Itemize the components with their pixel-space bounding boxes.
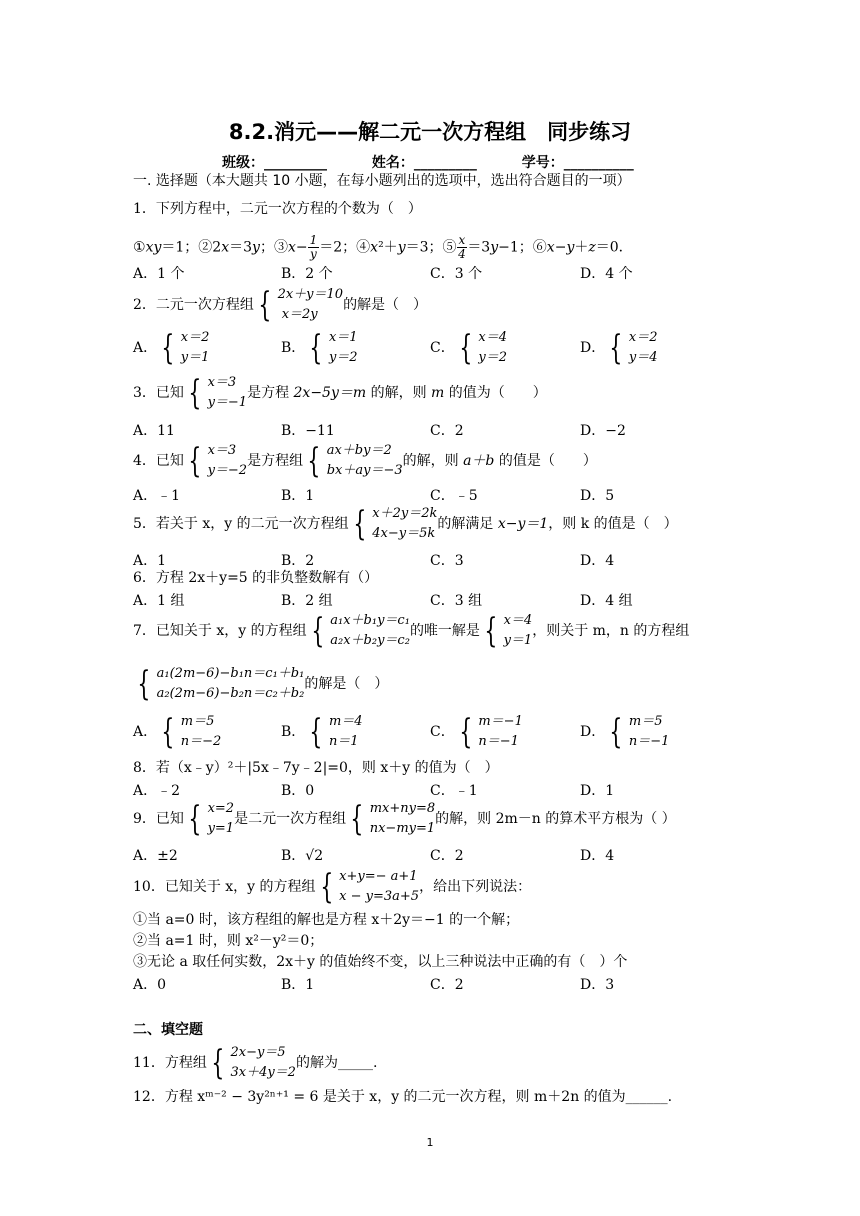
q8-option-c: C．﹣1 xyxy=(430,783,478,799)
q3-stem: 3．已知 { x＝3 y＝−1 是方程 2x−5y＝m 的解，则 m 的值为（ ） xyxy=(133,373,547,413)
q8-stem: 8．若（x﹣y）²＋|5x﹣7y﹣2|=0，则 x＋y 的值为（ ） xyxy=(133,760,499,776)
q9-stem: 9．已知 { x=2 y=1 是二元一次方程组 { mx+ny=8 nx−my=1 的解，则 2m－n 的算术平方根为（ ） xyxy=(133,799,676,839)
q10-option-d: D．3 xyxy=(580,977,615,993)
q6-option-c: C．3 组 xyxy=(430,593,483,609)
q5-option-d: D．4 xyxy=(580,553,615,569)
q4-option-b: B．1 xyxy=(281,488,315,504)
q8-option-a: A．﹣2 xyxy=(133,783,181,799)
section-fill-heading: 二、填空题 xyxy=(133,1022,203,1038)
q1-stem: 1．下列方程中，二元一次方程的个数为（ ） xyxy=(133,201,422,217)
q4-stem: 4．已知 { x＝3 y＝−2 是方程组 { ax＋by＝2 bx＋ay＝−3 的解，则 a＋b 的值是（ ） xyxy=(133,441,597,481)
q1-option-a: A．1 个 xyxy=(133,266,185,282)
q10-option-c: C．2 xyxy=(430,977,464,993)
q2-stem: 2．二元一次方程组 { 2x＋y＝10 x＝2y 的解是（ ） xyxy=(133,285,428,325)
q3-option-a: A．11 xyxy=(133,423,175,439)
q5-option-c: C．3 xyxy=(430,553,464,569)
q9-option-b: B．√2 xyxy=(281,848,324,864)
q1-option-b: B．2 个 xyxy=(281,266,333,282)
q10-option-a: A．0 xyxy=(133,977,167,993)
q4-option-c: C．﹣5 xyxy=(430,488,478,504)
q7-option-c: C． { m＝−1 n＝−1 xyxy=(430,712,523,752)
q10-statement-1: ①当 a=0 时，该方程组的解也是方程 x＋2y＝−1 的一个解； xyxy=(133,912,520,928)
name-field: 姓名：_________ xyxy=(371,155,477,171)
q8-option-d: D．1 xyxy=(580,783,615,799)
q5-option-a: A．1 xyxy=(133,553,167,569)
section-choice-heading: 一. 选择题（本大题共 10 小题，在每小题列出的选项中，选出符合题目的一项） xyxy=(133,173,631,189)
q5-option-b: B．2 xyxy=(281,553,315,569)
q6-option-a: A．1 组 xyxy=(133,593,185,609)
id-field: 学号：__________ xyxy=(521,155,634,171)
q1-option-d: D．4 个 xyxy=(580,266,633,282)
q10-statement-3: ③无论 a 取任何实数，2x＋y 的值始终不变，以上三种说法中正确的有（ ）个 xyxy=(133,954,628,970)
q7-stem: 7．已知关于 x，y 的方程组 { a₁x＋b₁y＝c₁ a₂x＋b₂y＝c₂ 的唯一解是 { x＝4 y＝1 ，则关于 m，n 的方程组 xyxy=(133,611,690,651)
q12-stem: 12．方程 xᵐ⁻² − 3y²ⁿ⁺¹ = 6 是关于 x，y 的二元一次方程，则 m＋2n 的值为______. xyxy=(133,1089,673,1105)
page-number: 1 xyxy=(426,1136,434,1149)
q10-option-b: B．1 xyxy=(281,977,315,993)
q11-stem: 11．方程组 { 2x−y＝5 3x＋4y＝2 的解为_____. xyxy=(133,1043,378,1083)
q4-option-d: D．5 xyxy=(580,488,615,504)
q1-equations: ①xy＝1；②2x＝3y；③x− $\frac{1}{y}$ ＝2；④x²＋y＝3；⑤ $\frac{x}{4}$ ＝3y−1；⑥x−y＋z＝0． xyxy=(133,233,633,261)
q6-option-d: D．4 组 xyxy=(580,593,633,609)
q7-option-a: A． { m＝5 n＝−2 xyxy=(133,712,222,752)
q1-option-c: C．3 个 xyxy=(430,266,483,282)
q7-option-d: D． { m＝5 n＝−1 xyxy=(580,712,670,752)
q6-stem: 6．方程 2x＋y=5 的非负整数解有（） xyxy=(133,570,379,586)
q2-option-d: D． { x＝2 y＝4 xyxy=(580,328,658,368)
q7-option-b: B． { m＝4 n＝1 xyxy=(281,712,363,752)
q2-option-c: C． { x＝4 y＝2 xyxy=(430,328,507,368)
q2-option-b: B． { x＝1 y＝2 xyxy=(281,328,358,368)
q3-option-c: C．2 xyxy=(430,423,464,439)
q10-stem: 10．已知关于 x，y 的方程组 { x+y=− a+1 x − y=3a+5 ，给出下列说法： xyxy=(133,867,532,907)
q8-option-b: B．0 xyxy=(281,783,315,799)
page-title: 8.2.消元——解二元一次方程组 同步练习 xyxy=(228,120,632,144)
q7-system-2: { a₁(2m−6)−b₁n＝c₁＋b₁ a₂(2m−6)−b₂n＝c₂＋b₂ 的解是（ ） xyxy=(137,664,389,704)
q6-option-b: B．2 组 xyxy=(281,593,333,609)
student-info xyxy=(222,152,674,172)
q9-option-c: C．2 xyxy=(430,848,464,864)
q10-statement-2: ②当 a=1 时，则 x²－y²＝0； xyxy=(133,933,324,949)
class-field: 班级：_________ xyxy=(222,155,327,171)
q3-option-b: B．−11 xyxy=(281,423,335,439)
q5-stem: 5．若关于 x，y 的二元一次方程组 { x＋2y＝2k 4x−y＝5k 的解满足 x−y＝1 ，则 k 的值是（ ） xyxy=(133,504,678,544)
q2-option-a: A． { x＝2 y＝1 xyxy=(133,328,210,368)
q9-option-d: D．4 xyxy=(580,848,615,864)
q3-option-d: D．−2 xyxy=(580,423,626,439)
q9-option-a: A．±2 xyxy=(133,848,178,864)
q4-option-a: A．﹣1 xyxy=(133,488,181,504)
